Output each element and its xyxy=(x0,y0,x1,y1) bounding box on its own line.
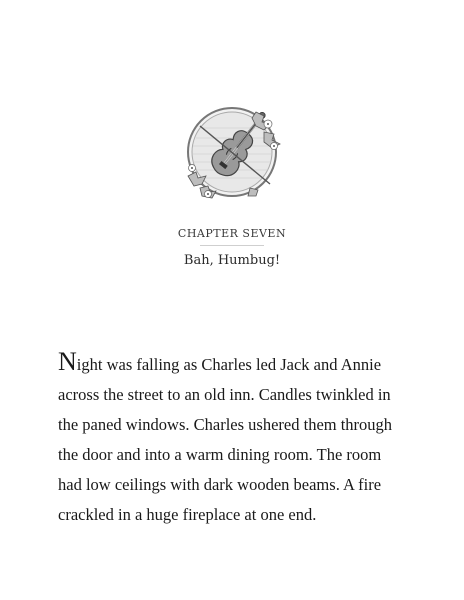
chapter-divider xyxy=(200,245,264,246)
body-paragraph xyxy=(58,347,410,530)
chapter-label: CHAPTER SEVEN xyxy=(177,227,287,240)
body-line-2: across the street to an old inn. Candles twinkled in xyxy=(58,385,391,404)
body-line-4: the door and into a warm dining room. The room xyxy=(58,445,382,464)
body-line-6: crackled in a huge fireplace at one end. xyxy=(58,505,317,524)
chapter-title: Bah, Humbug! xyxy=(183,253,281,268)
violin-holly-icon xyxy=(170,98,294,206)
body-line-5: had low ceilings with dark wooden beams. A fire xyxy=(58,475,382,494)
drop-cap: N xyxy=(58,347,77,376)
body-line-3: the paned windows. Charles ushered them through xyxy=(58,415,393,434)
body-line-1: Night was falling as Charles led Jack and Annie xyxy=(58,347,382,376)
